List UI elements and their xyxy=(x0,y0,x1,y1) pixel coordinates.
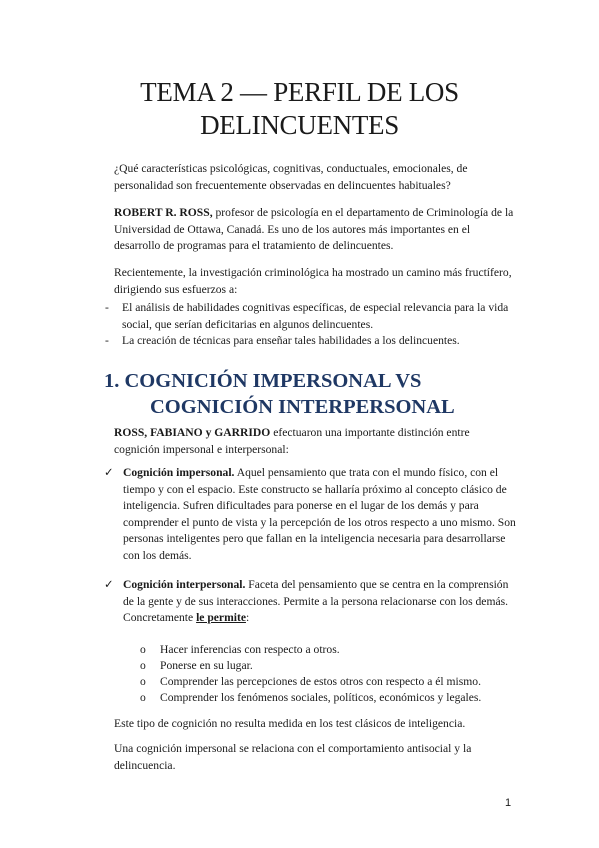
impersonal-text: Aquel pensamiento que trata con el mundo físico, con el tiempo y con el espacio. Este constructo se hallaría próximo al concepto clásico de inteligencia. Sufren dificultades para ponerse en el lugar de los demás y para comprender el punto de vista y la percepción de los otros respecto a uno mismo. Son personas inteligentes pero que fallan en la inteligencia necesaria para desarrollarse con los demás. xyxy=(123,466,516,562)
circle-bullet-icon: o xyxy=(140,691,146,704)
list-item-text: El análisis de habilidades cognitivas específicas, de especial relevancia para la vida social, que serían deficitarias en algunos delincuentes. xyxy=(122,301,509,331)
interpersonal-paragraph xyxy=(123,577,516,627)
ross-paragraph xyxy=(114,205,514,255)
impersonal-paragraph xyxy=(123,465,516,564)
page-number: 1 xyxy=(505,797,512,809)
list-item-text: La creación de técnicas para enseñar tales habilidades a los delincuentes. xyxy=(122,334,460,347)
ross-text: profesor de psicología en el departamento de Criminología de la Universidad de Ottawa, Canadá. Es uno de los autores más importantes en el desarrollo de programas para el tratamiento de delincuentes. xyxy=(114,206,514,252)
dash-bullet: - xyxy=(105,334,109,347)
section-title-line-1: COGNICIÓN IMPERSONAL VS xyxy=(124,370,422,392)
title-line-1: TEMA 2 — PERFIL DE LOS xyxy=(140,77,459,107)
interpersonal-text: Faceta del pensamiento que se centra en la comprensión de la gente y de sus interacciones. Permite a la persona relacionarse con los demás. Concretamente xyxy=(123,578,509,624)
check-icon: ✓ xyxy=(104,578,114,591)
list-item-text: Comprender los fenómenos sociales, políticos, económicos y legales. xyxy=(160,691,482,704)
closing-paragraph-1: Este tipo de cognición no resulta medida en los test clásicos de inteligencia. xyxy=(114,717,466,730)
list-item-text: Hacer inferencias con respecto a otros. xyxy=(160,643,340,656)
le-permite-underlined: le permite xyxy=(196,611,246,624)
ross-name: ROBERT R. ROSS, xyxy=(114,206,213,219)
authors-paragraph xyxy=(114,425,514,458)
circle-bullet-icon: o xyxy=(140,643,146,656)
circle-bullet-icon: o xyxy=(140,659,146,672)
section-number: 1. xyxy=(104,370,120,392)
circle-bullet-icon: o xyxy=(140,675,146,688)
title-line-2: DELINCUENTES xyxy=(200,110,399,140)
authors-names: ROSS, FABIANO y GARRIDO xyxy=(114,426,271,439)
page-title xyxy=(60,76,539,142)
impersonal-term: Cognición impersonal. xyxy=(123,466,235,479)
list-item-text: Ponerse en su lugar. xyxy=(160,659,253,672)
section-heading xyxy=(104,368,455,420)
list-item-text: Comprender las percepciones de estos otros con respecto a él mismo. xyxy=(160,675,481,688)
interpersonal-colon: : xyxy=(245,611,250,624)
check-icon: ✓ xyxy=(104,466,114,479)
closing-paragraph-2: Una cognición impersonal se relaciona con el comportamiento antisocial y la delincuencia. xyxy=(114,742,472,772)
section-title-line-2: COGNICIÓN INTERPERSONAL xyxy=(150,396,455,418)
intro-question: ¿Qué características psicológicas, cognitivas, conductuales, emocionales, de personalidad son frecuentemente observadas en delincuentes habituales? xyxy=(114,162,468,192)
dash-bullet: - xyxy=(105,301,109,314)
recent-paragraph: Recientemente, la investigación criminológica ha mostrado un camino más fructífero, dirigiendo sus esfuerzos a: xyxy=(114,266,512,296)
authors-text: efectuaron una importante distinción entre cognición impersonal e interpersonal: xyxy=(114,426,470,456)
interpersonal-term: Cognición interpersonal. xyxy=(123,578,246,591)
